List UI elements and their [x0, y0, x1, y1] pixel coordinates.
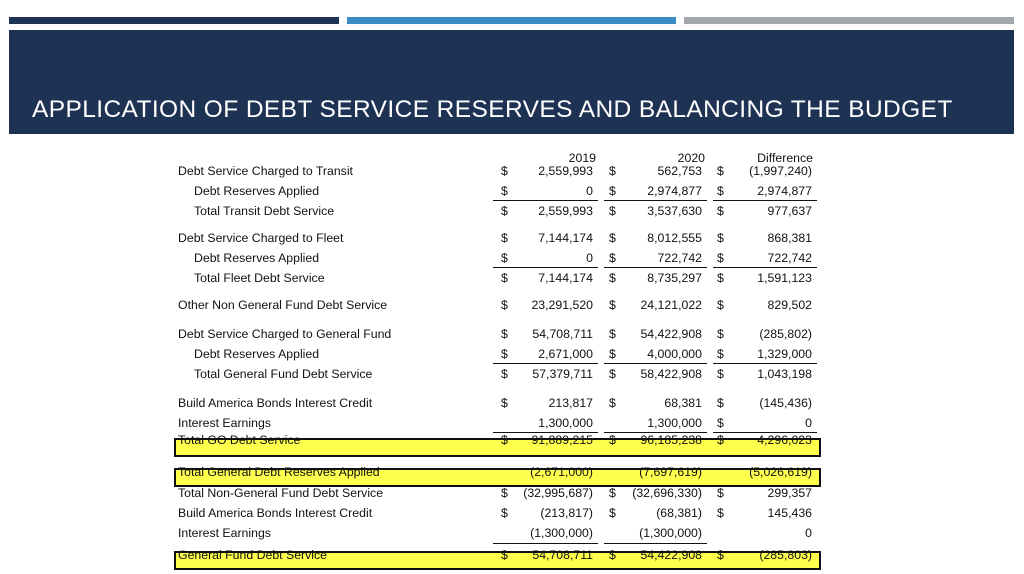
subtotal-rule	[713, 200, 817, 201]
row-value: 299,357	[767, 486, 812, 500]
dollar-sign: $	[501, 164, 508, 178]
row-value: (145,436)	[759, 396, 812, 410]
row-value: 54,422,908	[640, 548, 702, 562]
subtotal-rule	[713, 432, 817, 433]
dollar-sign: $	[609, 204, 616, 218]
dollar-sign: $	[717, 298, 724, 312]
header-difference: Difference	[757, 151, 813, 165]
subtotal-rule	[713, 363, 817, 364]
row-value: 2,671,000	[538, 347, 593, 361]
subtotal-rule	[604, 267, 707, 268]
row-label: Other Non General Fund Debt Service	[178, 298, 388, 312]
dollar-sign: $	[501, 486, 508, 500]
row-value: 8,735,297	[647, 271, 702, 285]
subtotal-rule	[493, 432, 598, 433]
subtotal-rule	[493, 200, 598, 201]
dollar-sign: $	[717, 347, 724, 361]
header-2019: 2019	[568, 151, 596, 165]
row-value: 1,300,000	[538, 416, 593, 430]
dollar-sign: $	[717, 251, 724, 265]
row-value: 7,144,174	[538, 271, 593, 285]
row-value: 54,422,908	[640, 327, 702, 341]
row-value: (68,381)	[656, 506, 702, 520]
dollar-sign: $	[501, 251, 508, 265]
dollar-sign: $	[501, 433, 508, 447]
row-value: 57,379,711	[532, 367, 593, 381]
row-value: 2,974,877	[647, 184, 702, 198]
subtotal-rule	[493, 363, 598, 364]
row-label: Debt Reserves Applied	[194, 347, 320, 361]
dollar-sign: $	[717, 548, 724, 562]
page-title: APPLICATION OF DEBT SERVICE RESERVES AND BALANCING THE BUDGET	[32, 96, 953, 123]
subtotal-rule	[493, 543, 598, 544]
row-value: 3,537,630	[647, 204, 702, 218]
dollar-sign: $	[501, 184, 508, 198]
row-label: Build America Bonds Interest Credit	[178, 506, 373, 520]
row-value: (5,026,619)	[749, 465, 812, 479]
row-label: Total Fleet Debt Service	[194, 271, 325, 285]
row-label: Debt Service Charged to Fleet	[178, 231, 344, 245]
dollar-sign: $	[501, 506, 508, 520]
dollar-sign: $	[717, 396, 724, 410]
row-label: Debt Service Charged to Transit	[178, 164, 353, 178]
row-value: (1,300,000)	[530, 526, 593, 540]
row-value: (1,997,240)	[749, 164, 812, 178]
dollar-sign: $	[609, 486, 616, 500]
dollar-sign: $	[717, 231, 724, 245]
row-value: 977,637	[767, 204, 812, 218]
dollar-sign: $	[501, 396, 508, 410]
header-2020: 2020	[677, 151, 705, 165]
row-value: (32,696,330)	[632, 486, 702, 500]
row-label: Debt Service Charged to General Fund	[178, 327, 392, 341]
row-value: 58,422,908	[640, 367, 702, 381]
row-label: Total GO Debt Service	[178, 433, 301, 447]
row-value: 1,300,000	[647, 416, 702, 430]
row-label: Debt Reserves Applied	[194, 184, 320, 198]
row-value: 829,502	[767, 298, 812, 312]
row-value: 91,889,215	[531, 433, 593, 447]
row-label: Interest Earnings	[178, 526, 271, 540]
row-value: 868,381	[767, 231, 812, 245]
row-value: 2,559,993	[538, 164, 593, 178]
row-value: 2,559,993	[538, 204, 593, 218]
dollar-sign: $	[501, 367, 508, 381]
dollar-sign: $	[717, 433, 724, 447]
dollar-sign: $	[501, 548, 508, 562]
row-label: Interest Earnings	[178, 416, 271, 430]
subtotal-rule	[604, 432, 707, 433]
row-value: 8,012,555	[647, 231, 702, 245]
row-value: (32,995,687)	[523, 486, 593, 500]
row-label: Total Non-General Fund Debt Service	[178, 486, 384, 500]
dollar-sign: $	[609, 367, 616, 381]
row-value: (285,803)	[759, 548, 812, 562]
dollar-sign: $	[717, 204, 724, 218]
row-label: Total General Fund Debt Service	[194, 367, 373, 381]
dollar-sign: $	[609, 347, 616, 361]
dollar-sign: $	[501, 271, 508, 285]
dollar-sign: $	[717, 486, 724, 500]
dollar-sign: $	[609, 396, 616, 410]
subtotal-rule	[604, 363, 707, 364]
row-value: 96,185,238	[640, 433, 702, 447]
dollar-sign: $	[609, 271, 616, 285]
dollar-sign: $	[609, 184, 616, 198]
row-value: 213,817	[548, 396, 593, 410]
dollar-sign: $	[609, 164, 616, 178]
row-value: 0	[805, 526, 812, 540]
row-value: (2,671,000)	[530, 465, 593, 479]
dollar-sign: $	[609, 231, 616, 245]
dollar-sign: $	[609, 298, 616, 312]
row-value: (285,802)	[759, 327, 812, 341]
row-label: Build America Bonds Interest Credit	[178, 396, 373, 410]
subtotal-rule	[604, 543, 707, 544]
subtotal-rule	[713, 267, 817, 268]
dollar-sign: $	[609, 251, 616, 265]
row-value: 1,329,000	[757, 347, 812, 361]
row-label: Total Transit Debt Service	[194, 204, 335, 218]
dollar-sign: $	[717, 416, 724, 430]
row-value: (213,817)	[540, 506, 593, 520]
row-value: 1,043,198	[757, 367, 812, 381]
row-value: 23,291,520	[531, 298, 593, 312]
dollar-sign: $	[501, 347, 508, 361]
dollar-sign: $	[717, 367, 724, 381]
dollar-sign: $	[717, 506, 724, 520]
dollar-sign: $	[609, 327, 616, 341]
subtotal-rule	[604, 200, 707, 201]
dollar-sign: $	[717, 164, 724, 178]
dollar-sign: $	[609, 548, 616, 562]
row-value: 7,144,174	[538, 231, 593, 245]
dollar-sign: $	[501, 231, 508, 245]
row-value: (7,697,619)	[639, 465, 702, 479]
dollar-sign: $	[501, 327, 508, 341]
row-label: Total General Debt Reserves Applied	[178, 465, 380, 479]
dollar-sign: $	[501, 298, 508, 312]
dollar-sign: $	[609, 433, 616, 447]
dollar-sign: $	[717, 184, 724, 198]
dollar-sign: $	[609, 506, 616, 520]
row-value: 4,296,023	[757, 433, 812, 447]
dollar-sign: $	[501, 204, 508, 218]
dollar-sign: $	[717, 271, 724, 285]
row-value: 722,742	[767, 251, 812, 265]
row-value: 24,121,022	[640, 298, 702, 312]
row-value: (1,300,000)	[639, 526, 702, 540]
row-label: General Fund Debt Service	[178, 548, 328, 562]
row-value: 1,591,123	[757, 271, 812, 285]
row-value: 68,381	[664, 396, 702, 410]
subtotal-rule	[493, 267, 598, 268]
row-value: 145,436	[767, 506, 812, 520]
row-value: 722,742	[657, 251, 702, 265]
row-value: 4,000,000	[647, 347, 702, 361]
row-value: 2,974,877	[757, 184, 812, 198]
row-value: 562,753	[657, 164, 702, 178]
row-label: Debt Reserves Applied	[194, 251, 320, 265]
row-value: 54,708,711	[532, 548, 593, 562]
row-value: 54,708,711	[532, 327, 593, 341]
dollar-sign: $	[717, 327, 724, 341]
row-value: 0	[805, 416, 812, 430]
row-value: 0	[586, 251, 593, 265]
row-value: 0	[586, 184, 593, 198]
